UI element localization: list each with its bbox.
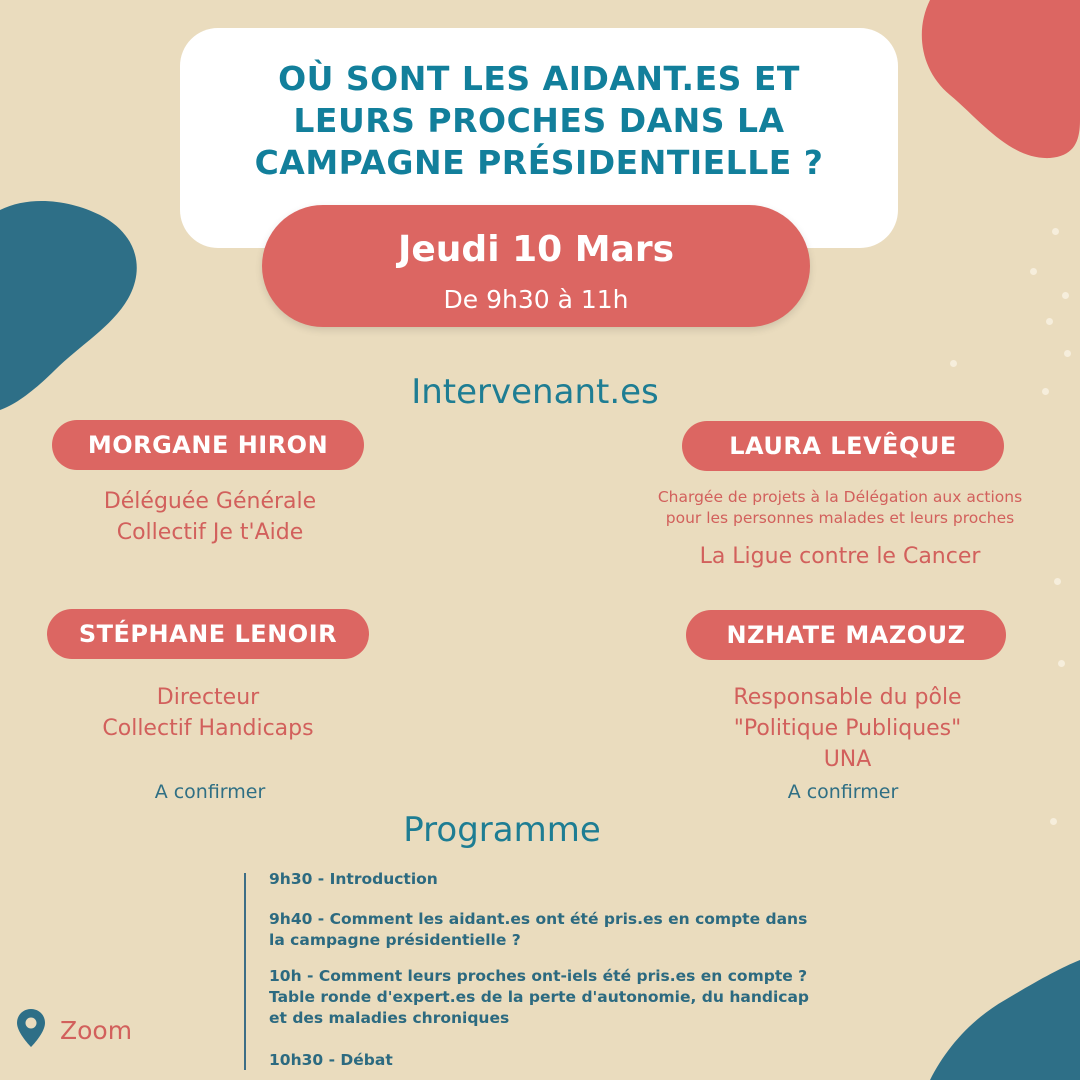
teal-blob-bottom-right: [930, 960, 1080, 1080]
confirmation-note: A confirmer: [787, 781, 899, 803]
speaker-role-line: Responsable du pôle: [733, 685, 962, 710]
programme-item-line: 9h40 - Comment les aidant.es ont été pris.es en compte dans: [269, 910, 808, 928]
decorative-dot: [1042, 388, 1049, 395]
speaker-role: [680, 682, 1015, 775]
speaker-role-line: Chargée de projets à la Délégation aux actions: [657, 488, 1023, 506]
programme-item: [269, 909, 859, 951]
decorative-dot: [1058, 660, 1065, 667]
speaker-role-line: pour les personnes malades et leurs proches: [665, 509, 1015, 527]
speaker-name-laura-leveque: LAURA LEVÊQUE: [682, 421, 1004, 471]
coral-blob-top-right: [900, 0, 1080, 160]
programme-item-line: 10h30 - Débat: [269, 1051, 393, 1069]
location-label: Zoom: [60, 1016, 133, 1045]
speaker-role-line: "Politique Publiques": [733, 716, 962, 741]
speaker-name-morgane-hiron: MORGANE HIRON: [52, 420, 364, 470]
event-date: Jeudi 10 Mars: [397, 229, 674, 270]
decorative-dot: [1062, 292, 1069, 299]
programme-heading: Programme: [403, 810, 601, 850]
teal-blob-left: [0, 195, 145, 410]
programme-item-line: et des maladies chroniques: [269, 1009, 510, 1027]
page-title-line: LEURS PROCHES DANS LA: [293, 101, 785, 140]
decorative-dot: [950, 360, 957, 367]
speaker-role-line: Collectif Je t'Aide: [116, 520, 304, 545]
programme-item-line: la campagne présidentielle ?: [269, 931, 521, 949]
date-badge: [262, 205, 810, 327]
speaker-name-nzhate-mazouz: NZHATE MAZOUZ: [686, 610, 1006, 660]
programme-item-line: Table ronde d'expert.es de la perte d'autonomie, du handicap: [269, 988, 810, 1006]
programme-item: [269, 1050, 859, 1071]
programme-item-line: 9h30 - Introduction: [269, 870, 438, 888]
programme-item: [269, 966, 859, 1029]
event-time: De 9h30 à 11h: [443, 285, 629, 314]
confirmation-note: A confirmer: [154, 781, 266, 803]
speaker-role-line: Déléguée Générale: [103, 489, 317, 514]
decorative-dot: [1054, 578, 1061, 585]
speakers-heading: Intervenant.es: [411, 372, 659, 412]
programme-item-line: 10h - Comment leurs proches ont-iels été pris.es en compte ?: [269, 967, 808, 985]
decorative-dot: [1030, 268, 1037, 275]
speaker-role-line: Collectif Handicaps: [102, 716, 314, 741]
speaker-organization: La Ligue contre le Cancer: [699, 544, 981, 569]
page-title-line: OÙ SONT LES AIDANT.ES ET: [278, 59, 800, 98]
decorative-dot: [1046, 318, 1053, 325]
speaker-role: [60, 486, 360, 548]
decorative-dot: [1052, 228, 1059, 235]
programme-item: [269, 869, 859, 890]
speaker-role: [600, 487, 1080, 529]
decorative-dot: [1064, 350, 1071, 357]
map-pin-icon: [16, 1008, 46, 1048]
page-title-line: CAMPAGNE PRÉSIDENTIELLE ?: [254, 143, 824, 182]
speaker-role: [58, 682, 358, 744]
speaker-role-line: UNA: [823, 747, 872, 772]
speaker-role-line: Directeur: [156, 685, 260, 710]
programme-divider: [244, 873, 246, 1070]
decorative-dot: [1050, 818, 1057, 825]
speaker-name-stephane-lenoir: STÉPHANE LENOIR: [47, 609, 369, 659]
